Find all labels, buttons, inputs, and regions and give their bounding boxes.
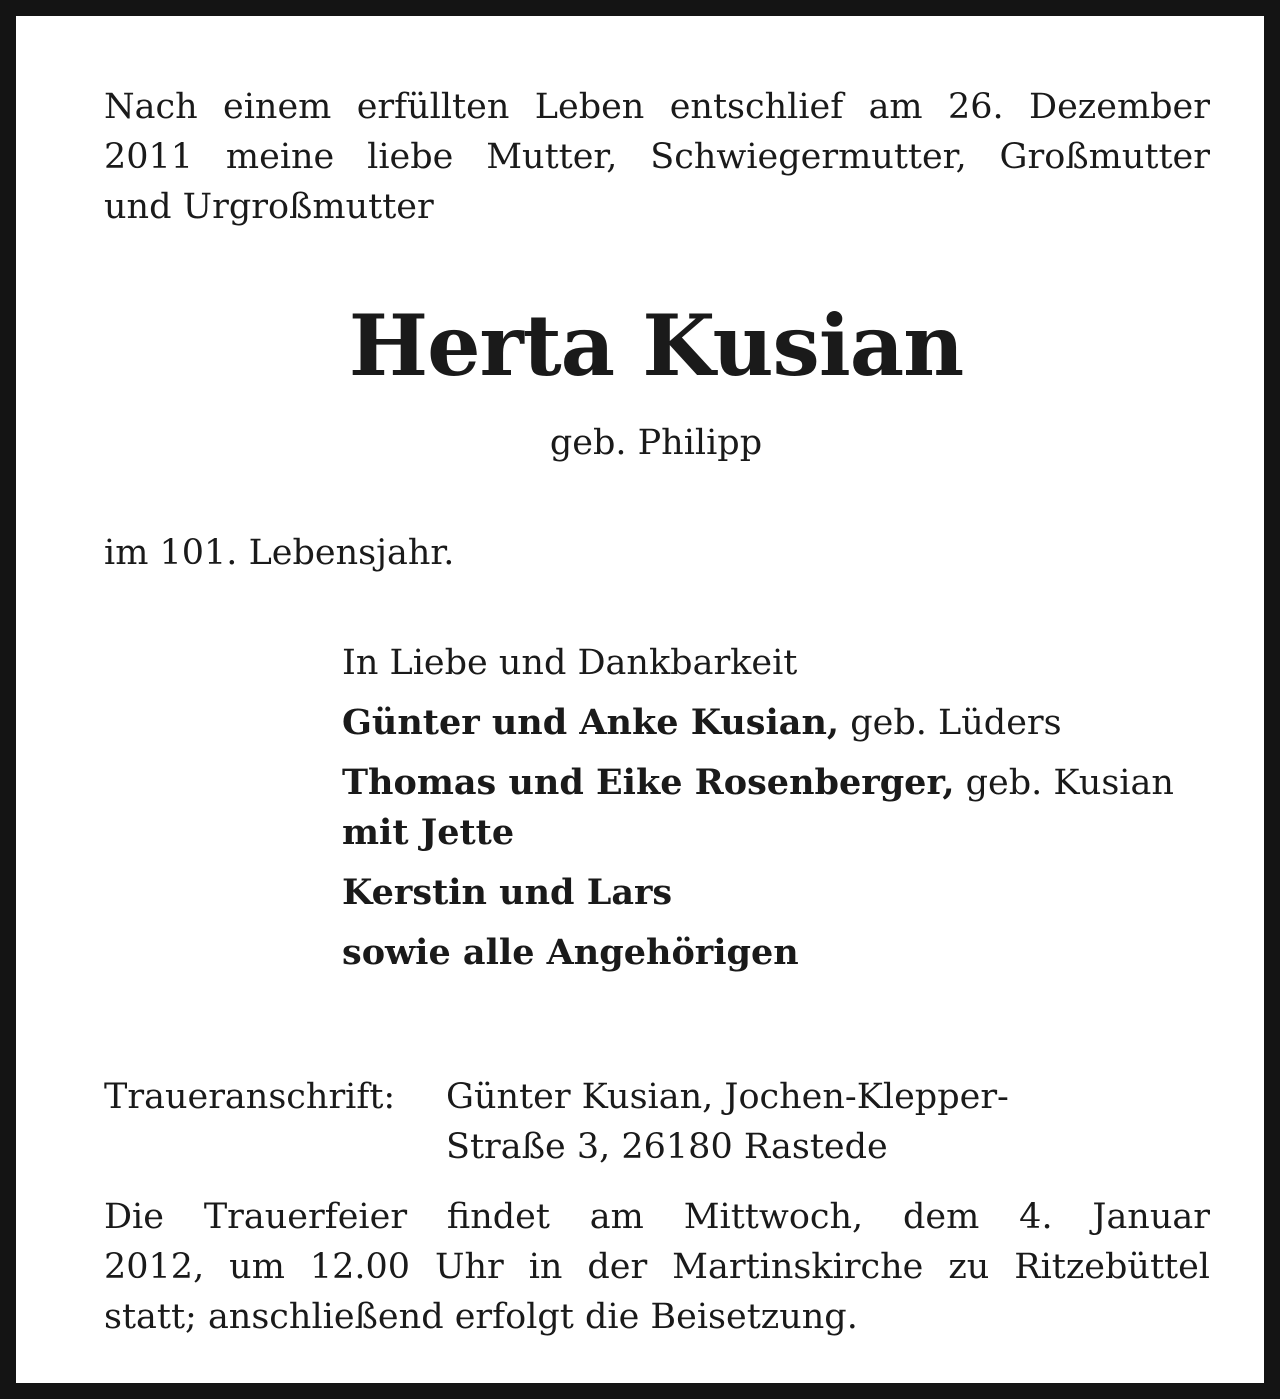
address-label: Traueranschrift: bbox=[104, 1077, 396, 1117]
mourner-entry bbox=[342, 758, 1212, 858]
intro-line-3: und Urgroßmutter bbox=[104, 187, 434, 227]
deceased-name: Herta Kusian bbox=[348, 296, 964, 395]
maiden-name: geb. Philipp bbox=[549, 423, 763, 463]
address-value bbox=[446, 1072, 1009, 1172]
mourner-note: geb. Lüders bbox=[839, 703, 1062, 743]
mourner-names: sowie alle Angehörigen bbox=[342, 932, 799, 973]
mourner-names: Thomas und Eike Rosenberger, bbox=[342, 762, 955, 803]
mourners-list bbox=[342, 638, 1212, 988]
intro-line-2: 2011 meine liebe Mutter, Schwiegermutter, Großmutter bbox=[104, 137, 1210, 177]
mourning-address bbox=[104, 1072, 1009, 1172]
mourner-names: Kerstin und Lars bbox=[342, 872, 673, 913]
mourner-entry bbox=[342, 868, 1212, 918]
address-line-2: Straße 3, 26180 Rastede bbox=[446, 1127, 888, 1167]
intro-line-1: Nach einem erfüllten Leben entschlief am 26. Dezember bbox=[104, 87, 1210, 127]
mourner-note: geb. Kusian bbox=[954, 763, 1174, 803]
service-line-2: 2012, um 12.00 Uhr in der Martinskirche zu Ritzebüttel bbox=[104, 1247, 1210, 1287]
mourner-entry bbox=[342, 928, 1212, 978]
service-line-1: Die Trauerfeier findet am Mittwoch, dem 4. Januar bbox=[104, 1197, 1210, 1237]
age-text: im 101. Lebensjahr. bbox=[104, 533, 455, 573]
service-line-3: statt; anschließend erfolgt die Beisetzung. bbox=[104, 1297, 858, 1337]
mourner-names: Günter und Anke Kusian, bbox=[342, 702, 840, 743]
mourners-lead: In Liebe und Dankbarkeit bbox=[342, 643, 798, 683]
mourner-names-extra: mit Jette bbox=[342, 812, 515, 853]
address-line-1: Günter Kusian, Jochen-Klepper- bbox=[446, 1077, 1009, 1117]
service-text bbox=[104, 1192, 1210, 1342]
mourner-entry bbox=[342, 698, 1212, 748]
intro-text bbox=[104, 82, 1210, 232]
